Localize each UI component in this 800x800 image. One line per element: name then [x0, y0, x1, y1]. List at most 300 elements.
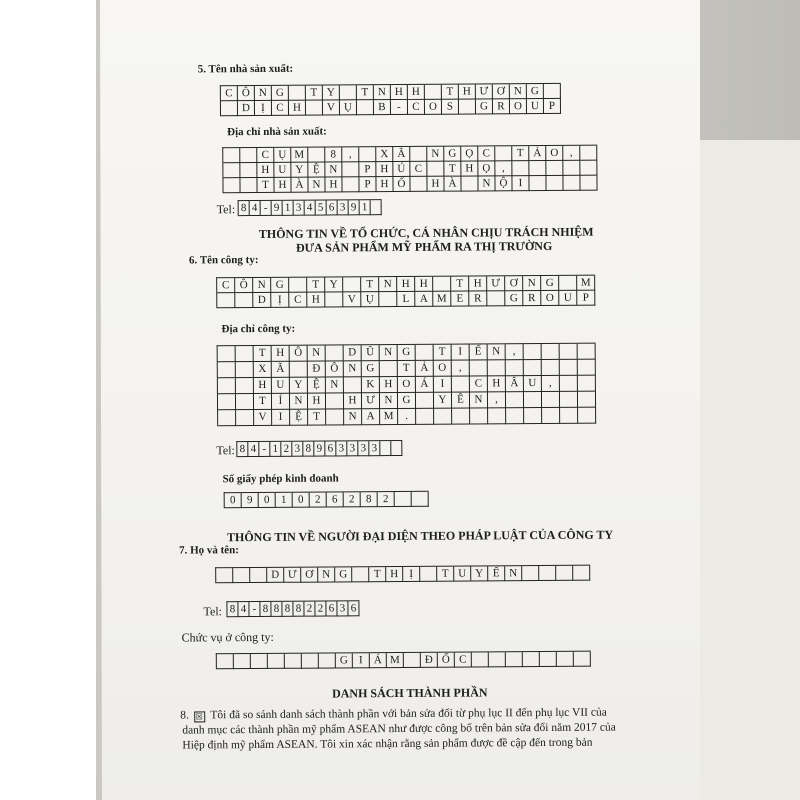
- char-box[interactable]: Ơ: [301, 568, 318, 583]
- char-box[interactable]: [580, 161, 597, 176]
- char-box[interactable]: [289, 86, 306, 101]
- char-box[interactable]: M: [433, 292, 451, 307]
- char-box[interactable]: O: [546, 146, 563, 161]
- char-box[interactable]: Ê: [452, 393, 470, 409]
- char-box[interactable]: [416, 345, 434, 361]
- char-box[interactable]: I: [272, 410, 290, 426]
- char-box[interactable]: -: [249, 602, 260, 617]
- char-box[interactable]: [470, 360, 488, 376]
- char-box[interactable]: 3: [358, 441, 369, 456]
- char-box[interactable]: [218, 410, 236, 426]
- char-box[interactable]: H: [415, 277, 433, 292]
- char-box[interactable]: Đ: [421, 653, 438, 668]
- char-box[interactable]: ,: [342, 147, 359, 162]
- char-box[interactable]: [452, 409, 470, 425]
- char-box[interactable]: V: [323, 100, 340, 115]
- char-box[interactable]: C: [272, 101, 289, 116]
- char-box[interactable]: 8: [227, 602, 238, 617]
- char-box[interactable]: C: [257, 148, 274, 163]
- char-box[interactable]: T: [451, 277, 469, 292]
- char-box[interactable]: [563, 161, 580, 176]
- char-box[interactable]: [343, 277, 361, 292]
- char-box[interactable]: [546, 161, 563, 176]
- char-box[interactable]: 3: [338, 200, 349, 215]
- char-box[interactable]: T: [308, 410, 326, 426]
- char-box[interactable]: R: [493, 99, 510, 114]
- char-box[interactable]: [524, 360, 542, 376]
- char-box[interactable]: [233, 568, 250, 583]
- char-box[interactable]: [461, 176, 478, 191]
- char-box[interactable]: N: [325, 162, 342, 177]
- char-box[interactable]: [512, 161, 529, 176]
- char-box[interactable]: 8: [260, 602, 271, 617]
- char-box[interactable]: 6: [348, 601, 359, 616]
- char-box[interactable]: 3: [337, 601, 348, 616]
- char-box[interactable]: [574, 652, 591, 667]
- char-box[interactable]: [416, 393, 434, 409]
- char-box[interactable]: [489, 652, 506, 667]
- char-box[interactable]: [452, 377, 470, 393]
- char-box[interactable]: [218, 346, 236, 362]
- char-box[interactable]: [234, 654, 251, 669]
- char-box[interactable]: H: [307, 293, 325, 308]
- char-box[interactable]: [542, 408, 560, 424]
- char-box[interactable]: U: [559, 291, 577, 306]
- char-box[interactable]: Ị: [403, 567, 420, 582]
- char-box[interactable]: 4: [305, 201, 316, 216]
- char-box[interactable]: 8: [361, 492, 378, 507]
- char-box[interactable]: [359, 147, 376, 162]
- char-box[interactable]: [578, 376, 596, 392]
- char-box[interactable]: 2: [310, 493, 327, 508]
- char-box[interactable]: H: [272, 346, 290, 362]
- checked-checkbox[interactable]: ☒: [195, 712, 203, 722]
- char-box[interactable]: N: [380, 393, 398, 409]
- char-box[interactable]: [352, 567, 369, 582]
- char-box[interactable]: G: [527, 84, 544, 99]
- char-box[interactable]: 3: [292, 442, 303, 457]
- char-box[interactable]: V: [254, 410, 272, 426]
- char-box[interactable]: 5: [316, 201, 327, 216]
- char-box[interactable]: Ỉ: [272, 394, 290, 410]
- char-box[interactable]: M: [387, 653, 404, 668]
- char-box[interactable]: [433, 277, 451, 292]
- char-box[interactable]: 1: [276, 493, 293, 508]
- char-box[interactable]: 1: [360, 200, 371, 215]
- char-box[interactable]: Y: [290, 378, 308, 394]
- char-box[interactable]: [410, 177, 427, 192]
- char-box[interactable]: [391, 441, 402, 456]
- char-box[interactable]: Ố: [438, 653, 455, 668]
- char-box[interactable]: 4: [248, 442, 259, 457]
- char-box[interactable]: [236, 346, 254, 362]
- char-box[interactable]: [308, 148, 325, 163]
- char-box[interactable]: [240, 178, 257, 193]
- char-box[interactable]: T: [306, 86, 323, 101]
- char-box[interactable]: O: [541, 291, 559, 306]
- char-box[interactable]: [342, 177, 359, 192]
- char-box[interactable]: N: [478, 176, 495, 191]
- char-box[interactable]: C: [217, 278, 235, 293]
- char-box[interactable]: [357, 100, 374, 115]
- char-box[interactable]: [542, 344, 560, 360]
- char-box[interactable]: G: [272, 86, 289, 101]
- char-box[interactable]: H: [459, 84, 476, 99]
- char-box[interactable]: 4: [238, 602, 249, 617]
- char-box[interactable]: R: [523, 291, 541, 306]
- char-box[interactable]: O: [510, 99, 527, 114]
- char-box[interactable]: Ế: [470, 344, 488, 360]
- char-box[interactable]: 9: [242, 493, 259, 508]
- char-box[interactable]: [342, 162, 359, 177]
- char-box[interactable]: [556, 566, 573, 581]
- char-box[interactable]: G: [398, 393, 416, 409]
- char-box[interactable]: Y: [323, 85, 340, 100]
- char-box[interactable]: 6: [326, 601, 337, 616]
- char-box[interactable]: [523, 652, 540, 667]
- char-box[interactable]: 9: [314, 442, 325, 457]
- char-box[interactable]: Ũ: [362, 345, 380, 361]
- char-box[interactable]: G: [505, 291, 523, 306]
- char-box[interactable]: Ọ: [478, 161, 495, 176]
- char-box[interactable]: Ư: [476, 84, 493, 99]
- char-box[interactable]: ,: [563, 146, 580, 161]
- char-box[interactable]: H: [469, 276, 487, 291]
- char-box[interactable]: 3: [347, 441, 358, 456]
- char-box[interactable]: ,: [488, 392, 506, 408]
- char-box[interactable]: [425, 85, 442, 100]
- char-box[interactable]: [410, 147, 427, 162]
- char-box[interactable]: [557, 652, 574, 667]
- char-box[interactable]: Ã: [272, 362, 290, 378]
- char-box[interactable]: [217, 293, 235, 308]
- char-box[interactable]: H: [274, 178, 291, 193]
- char-box[interactable]: D: [267, 568, 284, 583]
- char-box[interactable]: [524, 344, 542, 360]
- char-box[interactable]: H: [461, 161, 478, 176]
- char-box[interactable]: H: [344, 393, 362, 409]
- char-box[interactable]: U: [524, 376, 542, 392]
- char-box[interactable]: Y: [434, 393, 452, 409]
- char-box[interactable]: [236, 378, 254, 394]
- char-box[interactable]: C: [410, 162, 427, 177]
- char-box[interactable]: Ú: [393, 162, 410, 177]
- char-box[interactable]: N: [326, 377, 344, 393]
- char-box[interactable]: [495, 146, 512, 161]
- char-box[interactable]: ,: [495, 161, 512, 176]
- char-box[interactable]: P: [359, 177, 376, 192]
- char-box[interactable]: Ô: [326, 361, 344, 377]
- char-box[interactable]: ,: [506, 344, 524, 360]
- char-box[interactable]: [522, 566, 539, 581]
- char-box[interactable]: X: [376, 147, 393, 162]
- char-box[interactable]: [216, 568, 233, 583]
- char-box[interactable]: X: [254, 362, 272, 378]
- char-box[interactable]: I: [353, 653, 370, 668]
- char-box[interactable]: [542, 392, 560, 408]
- char-box[interactable]: [250, 568, 267, 583]
- char-box[interactable]: [580, 176, 597, 191]
- char-box[interactable]: I: [434, 377, 452, 393]
- char-box[interactable]: .: [398, 409, 416, 425]
- char-box[interactable]: E: [451, 292, 469, 307]
- char-box[interactable]: [529, 176, 546, 191]
- char-box[interactable]: Ị: [255, 101, 272, 116]
- char-box[interactable]: C: [470, 376, 488, 392]
- char-box[interactable]: Ơ: [493, 84, 510, 99]
- char-box[interactable]: C: [408, 100, 425, 115]
- char-box[interactable]: P: [577, 291, 595, 306]
- char-box[interactable]: 6: [327, 200, 338, 215]
- char-box[interactable]: [240, 148, 257, 163]
- char-box[interactable]: [580, 146, 597, 161]
- char-box[interactable]: N: [308, 178, 325, 193]
- char-box[interactable]: 8: [282, 602, 293, 617]
- char-box[interactable]: Ả: [416, 361, 434, 377]
- char-box[interactable]: [459, 99, 476, 114]
- char-box[interactable]: Ô: [238, 86, 255, 101]
- char-box[interactable]: M: [380, 409, 398, 425]
- char-box[interactable]: 2: [378, 492, 395, 507]
- char-box[interactable]: P: [544, 99, 561, 114]
- char-box[interactable]: [240, 163, 257, 178]
- char-box[interactable]: Ư: [487, 276, 505, 291]
- char-box[interactable]: [506, 652, 523, 667]
- char-box[interactable]: G: [398, 345, 416, 361]
- char-box[interactable]: T: [357, 85, 374, 100]
- char-box[interactable]: Á: [416, 377, 434, 393]
- char-box[interactable]: ,: [452, 361, 470, 377]
- char-box[interactable]: [488, 408, 506, 424]
- char-box[interactable]: 3: [336, 441, 347, 456]
- char-box[interactable]: [560, 344, 578, 360]
- char-box[interactable]: Ư: [284, 568, 301, 583]
- char-box[interactable]: H: [257, 163, 274, 178]
- char-box[interactable]: -: [261, 201, 272, 216]
- char-box[interactable]: [268, 654, 285, 669]
- char-box[interactable]: Ộ: [495, 176, 512, 191]
- char-box[interactable]: H: [408, 85, 425, 100]
- char-box[interactable]: 1: [270, 442, 281, 457]
- char-box[interactable]: D: [253, 293, 271, 308]
- char-box[interactable]: [506, 360, 524, 376]
- char-box[interactable]: Ô: [290, 346, 308, 362]
- char-box[interactable]: [560, 408, 578, 424]
- char-box[interactable]: Ô: [235, 278, 253, 293]
- char-box[interactable]: U: [272, 378, 290, 394]
- char-box[interactable]: T: [257, 178, 274, 193]
- char-box[interactable]: N: [505, 566, 522, 581]
- char-box[interactable]: [404, 653, 421, 668]
- char-box[interactable]: [223, 163, 240, 178]
- char-box[interactable]: T: [369, 567, 386, 582]
- char-box[interactable]: O: [398, 377, 416, 393]
- char-box[interactable]: [420, 567, 437, 582]
- char-box[interactable]: Ệ: [290, 410, 308, 426]
- char-box[interactable]: N: [374, 85, 391, 100]
- char-box[interactable]: [560, 360, 578, 376]
- char-box[interactable]: Ụ: [274, 148, 291, 163]
- char-box[interactable]: Ụ: [340, 100, 357, 115]
- char-box[interactable]: P: [359, 162, 376, 177]
- char-box[interactable]: [306, 101, 323, 116]
- char-box[interactable]: Ư: [362, 393, 380, 409]
- char-box[interactable]: U: [274, 163, 291, 178]
- char-box[interactable]: N: [488, 344, 506, 360]
- char-box[interactable]: H: [488, 376, 506, 392]
- char-box[interactable]: [326, 345, 344, 361]
- char-box[interactable]: H: [325, 177, 342, 192]
- char-box[interactable]: [472, 652, 489, 667]
- char-box[interactable]: 2: [315, 602, 326, 617]
- char-box[interactable]: G: [336, 653, 353, 668]
- char-box[interactable]: 2: [304, 602, 315, 617]
- char-box[interactable]: [379, 292, 397, 307]
- char-box[interactable]: [434, 409, 452, 425]
- char-box[interactable]: N: [253, 278, 271, 293]
- char-box[interactable]: -: [391, 100, 408, 115]
- char-box[interactable]: Y: [471, 566, 488, 581]
- char-box[interactable]: T: [361, 277, 379, 292]
- char-box[interactable]: [506, 408, 524, 424]
- char-box[interactable]: [218, 378, 236, 394]
- char-box[interactable]: [235, 293, 253, 308]
- char-box[interactable]: N: [510, 84, 527, 99]
- char-box[interactable]: [340, 85, 357, 100]
- char-box[interactable]: Ệ: [308, 163, 325, 178]
- char-box[interactable]: [380, 441, 391, 456]
- char-box[interactable]: T: [254, 346, 272, 362]
- char-box[interactable]: [221, 101, 238, 116]
- char-box[interactable]: À: [444, 177, 461, 192]
- char-box[interactable]: H: [386, 567, 403, 582]
- char-box[interactable]: [285, 654, 302, 669]
- char-box[interactable]: 1: [283, 201, 294, 216]
- char-box[interactable]: I: [512, 176, 529, 191]
- char-box[interactable]: H: [254, 378, 272, 394]
- char-box[interactable]: T: [434, 345, 452, 361]
- char-box[interactable]: M: [291, 148, 308, 163]
- char-box[interactable]: T: [307, 278, 325, 293]
- char-box[interactable]: M: [577, 276, 595, 291]
- char-box[interactable]: 8: [239, 201, 250, 216]
- char-box[interactable]: N: [523, 276, 541, 291]
- char-box[interactable]: H: [427, 177, 444, 192]
- char-box[interactable]: 0: [259, 493, 276, 508]
- char-box[interactable]: N: [290, 394, 308, 410]
- char-box[interactable]: [236, 362, 254, 378]
- char-box[interactable]: À: [291, 178, 308, 193]
- char-box[interactable]: [524, 392, 542, 408]
- char-box[interactable]: [578, 344, 596, 360]
- char-box[interactable]: 8: [237, 442, 248, 457]
- char-box[interactable]: [560, 392, 578, 408]
- char-box[interactable]: [470, 408, 488, 424]
- char-box[interactable]: 0: [225, 493, 242, 508]
- char-box[interactable]: N: [427, 147, 444, 162]
- char-box[interactable]: G: [362, 361, 380, 377]
- char-box[interactable]: [344, 377, 362, 393]
- char-box[interactable]: Á: [370, 653, 387, 668]
- char-box[interactable]: 4: [250, 201, 261, 216]
- char-box[interactable]: ,: [542, 376, 560, 392]
- char-box[interactable]: [578, 392, 596, 408]
- char-box[interactable]: [289, 278, 307, 293]
- char-box[interactable]: [395, 492, 412, 507]
- char-box[interactable]: Â: [506, 376, 524, 392]
- char-box[interactable]: [223, 148, 240, 163]
- char-box[interactable]: I: [452, 345, 470, 361]
- char-box[interactable]: 9: [349, 200, 360, 215]
- char-box[interactable]: [217, 654, 234, 669]
- char-box[interactable]: [487, 291, 505, 306]
- char-box[interactable]: T: [512, 146, 529, 161]
- char-box[interactable]: [371, 200, 382, 215]
- char-box[interactable]: [540, 652, 557, 667]
- char-box[interactable]: 8: [271, 602, 282, 617]
- char-box[interactable]: Y: [325, 277, 343, 292]
- char-box[interactable]: Đ: [308, 362, 326, 378]
- char-box[interactable]: 8: [303, 442, 314, 457]
- char-box[interactable]: [236, 394, 254, 410]
- char-box[interactable]: [218, 394, 236, 410]
- char-box[interactable]: T: [254, 394, 272, 410]
- char-box[interactable]: A: [415, 292, 433, 307]
- char-box[interactable]: Ị: [271, 293, 289, 308]
- char-box[interactable]: [416, 409, 434, 425]
- char-box[interactable]: 3: [294, 201, 305, 216]
- char-box[interactable]: [223, 178, 240, 193]
- char-box[interactable]: K: [362, 377, 380, 393]
- char-box[interactable]: [506, 392, 524, 408]
- char-box[interactable]: [290, 362, 308, 378]
- char-box[interactable]: 6: [325, 441, 336, 456]
- char-box[interactable]: D: [238, 101, 255, 116]
- char-box[interactable]: Ế: [488, 566, 505, 581]
- char-box[interactable]: S: [442, 100, 459, 115]
- char-box[interactable]: [560, 376, 578, 392]
- char-box[interactable]: [218, 362, 236, 378]
- char-box[interactable]: [236, 410, 254, 426]
- char-box[interactable]: 2: [344, 492, 361, 507]
- char-box[interactable]: N: [255, 86, 272, 101]
- char-box[interactable]: N: [344, 409, 362, 425]
- char-box[interactable]: C: [221, 86, 238, 101]
- char-box[interactable]: O: [434, 361, 452, 377]
- char-box[interactable]: G: [476, 99, 493, 114]
- char-box[interactable]: T: [437, 567, 454, 582]
- char-box[interactable]: G: [271, 278, 289, 293]
- char-box[interactable]: [380, 361, 398, 377]
- char-box[interactable]: T: [442, 85, 459, 100]
- char-box[interactable]: O: [425, 100, 442, 115]
- char-box[interactable]: [529, 161, 546, 176]
- char-box[interactable]: [412, 492, 429, 507]
- char-box[interactable]: H: [308, 394, 326, 410]
- char-box[interactable]: N: [318, 567, 335, 582]
- char-box[interactable]: N: [470, 392, 488, 408]
- char-box[interactable]: [559, 276, 577, 291]
- char-box[interactable]: T: [444, 162, 461, 177]
- char-box[interactable]: H: [289, 101, 306, 116]
- char-box[interactable]: H: [376, 162, 393, 177]
- char-box[interactable]: C: [289, 293, 307, 308]
- char-box[interactable]: V: [343, 292, 361, 307]
- char-box[interactable]: [542, 360, 560, 376]
- char-box[interactable]: Ụ: [361, 292, 379, 307]
- char-box[interactable]: [546, 176, 563, 191]
- char-box[interactable]: L: [397, 292, 415, 307]
